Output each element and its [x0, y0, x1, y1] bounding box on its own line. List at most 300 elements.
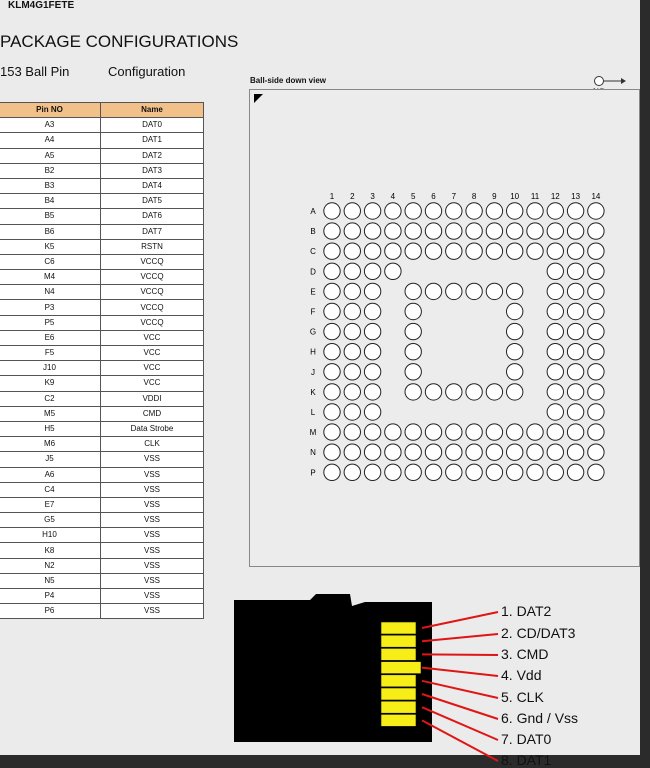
ball-F13 — [567, 303, 583, 319]
pin-name-cell: VCCQ — [101, 254, 204, 269]
ball-D1 — [324, 263, 340, 279]
microsd-pin-label: 7. DAT0 — [501, 731, 552, 747]
ball-L2 — [344, 404, 360, 420]
ball-A1 — [324, 203, 340, 219]
ball-P5 — [405, 464, 421, 480]
contact-pad — [381, 622, 416, 634]
pin-no-cell: P4 — [0, 589, 101, 604]
table-row — [0, 270, 204, 285]
ball-M4 — [385, 424, 401, 440]
table-row — [0, 285, 204, 300]
ball-C9 — [486, 243, 502, 259]
ball-view-label: Ball-side down view — [250, 76, 327, 85]
table-row — [0, 239, 204, 254]
ball-C2 — [344, 243, 360, 259]
ball-N9 — [486, 444, 502, 460]
contact-pad — [381, 714, 416, 726]
pin-name-cell: VCC — [101, 330, 204, 345]
column-label: 4 — [390, 192, 396, 201]
pin-name-cell: VSS — [101, 589, 204, 604]
pin-no-cell: H10 — [0, 528, 101, 543]
ball-M12 — [547, 424, 563, 440]
ball-H13 — [567, 344, 583, 360]
pin-no-header: Pin NO — [0, 103, 101, 118]
table-row — [0, 543, 204, 558]
ball-M7 — [446, 424, 462, 440]
ball-N12 — [547, 444, 563, 460]
ball-P10 — [507, 464, 523, 480]
ball-G13 — [567, 323, 583, 339]
ball-M3 — [364, 424, 380, 440]
ball-B8 — [466, 223, 482, 239]
pin-no-cell: P5 — [0, 315, 101, 330]
ball-N13 — [567, 444, 583, 460]
ball-L1 — [324, 404, 340, 420]
ball-P12 — [547, 464, 563, 480]
ball-M6 — [425, 424, 441, 440]
ball-B12 — [547, 223, 563, 239]
table-row — [0, 406, 204, 421]
ball-L14 — [588, 404, 604, 420]
table-row — [0, 573, 204, 588]
ball-F12 — [547, 303, 563, 319]
ball-H2 — [344, 344, 360, 360]
table-row — [0, 513, 204, 528]
pin-wire — [422, 707, 498, 740]
pin-name-cell: RSTN — [101, 239, 204, 254]
ball-N6 — [425, 444, 441, 460]
column-label: 6 — [431, 192, 436, 201]
pin-name-cell: VSS — [101, 604, 204, 619]
ball-A13 — [567, 203, 583, 219]
ball-P7 — [446, 464, 462, 480]
pin-name-cell: VDDI — [101, 391, 204, 406]
ball-N5 — [405, 444, 421, 460]
pin-no-cell: P3 — [0, 300, 101, 315]
column-label: 11 — [530, 192, 540, 201]
pin-no-cell: B4 — [0, 194, 101, 209]
ball-F2 — [344, 303, 360, 319]
arrow-right-icon — [621, 78, 626, 84]
name-header: Name — [101, 103, 204, 118]
ball-K12 — [547, 384, 563, 400]
row-label: K — [310, 387, 316, 397]
ball-E10 — [507, 283, 523, 299]
contact-pad — [381, 648, 416, 660]
contact-pad — [381, 675, 416, 687]
ball-B14 — [588, 223, 604, 239]
pin-no-cell: N5 — [0, 573, 101, 588]
ball-K5 — [405, 384, 421, 400]
pin-name-cell: Data Strobe — [101, 421, 204, 436]
microsd-pin-label: 4. Vdd — [501, 667, 542, 683]
ball-H12 — [547, 344, 563, 360]
row-label: M — [309, 428, 317, 438]
ball-A10 — [507, 203, 523, 219]
part-number: KLM4G1FETE — [8, 0, 75, 11]
pin-no-cell: J5 — [0, 452, 101, 467]
table-row — [0, 163, 204, 178]
ball-G3 — [364, 323, 380, 339]
column-label: 14 — [591, 192, 601, 201]
ball-E7 — [446, 283, 462, 299]
pin-table — [0, 102, 204, 619]
ball-P8 — [466, 464, 482, 480]
ball-N3 — [364, 444, 380, 460]
ball-J14 — [588, 364, 604, 380]
ball-N10 — [507, 444, 523, 460]
table-row — [0, 376, 204, 391]
ball-K8 — [466, 384, 482, 400]
ball-J10 — [507, 364, 523, 380]
ball-D13 — [567, 263, 583, 279]
ball-M10 — [507, 424, 523, 440]
ball-B3 — [364, 223, 380, 239]
ball-J13 — [567, 364, 583, 380]
pin-no-cell: A3 — [0, 118, 101, 133]
column-label: 10 — [510, 192, 520, 201]
ball-K14 — [588, 384, 604, 400]
table-row — [0, 361, 204, 376]
table-row — [0, 254, 204, 269]
pin-no-cell: A6 — [0, 467, 101, 482]
pin-no-cell: E7 — [0, 497, 101, 512]
pin-name-cell: DAT2 — [101, 148, 204, 163]
pin-no-cell: B2 — [0, 163, 101, 178]
ball-E2 — [344, 283, 360, 299]
pin-name-cell: DAT5 — [101, 194, 204, 209]
ball-H14 — [588, 344, 604, 360]
ball-P14 — [588, 464, 604, 480]
ball-P9 — [486, 464, 502, 480]
pin-name-cell: VCCQ — [101, 315, 204, 330]
ball-C14 — [588, 243, 604, 259]
ball-E13 — [567, 283, 583, 299]
ball-J3 — [364, 364, 380, 380]
pin-name-cell: VSS — [101, 513, 204, 528]
row-label: B — [310, 227, 316, 237]
pin-no-cell: J10 — [0, 361, 101, 376]
column-label: 2 — [350, 192, 355, 201]
pin-table-body — [0, 118, 204, 619]
configuration-label: Configuration — [108, 64, 186, 79]
microsd-pin-label: 1. DAT2 — [501, 603, 552, 619]
ball-N1 — [324, 444, 340, 460]
ball-D12 — [547, 263, 563, 279]
row-label: A — [310, 207, 316, 216]
pin-no-cell: P6 — [0, 604, 101, 619]
ball-C7 — [446, 243, 462, 259]
ball-C10 — [507, 243, 523, 259]
pin-name-cell: VSS — [101, 482, 204, 497]
ball-C1 — [324, 243, 340, 259]
pin-name-cell: VCCQ — [101, 300, 204, 315]
table-row — [0, 558, 204, 573]
pin-no-cell: K5 — [0, 239, 101, 254]
ball-M5 — [405, 424, 421, 440]
table-row — [0, 194, 204, 209]
ball-P3 — [364, 464, 380, 480]
ball-A2 — [344, 203, 360, 219]
pin-name-cell: DAT1 — [101, 133, 204, 148]
row-label: E — [310, 287, 316, 297]
ball-B1 — [324, 223, 340, 239]
pin-wire — [422, 720, 498, 761]
ball-M14 — [588, 424, 604, 440]
pin-name-cell: VSS — [101, 497, 204, 512]
pin-no-cell: N4 — [0, 285, 101, 300]
pin-no-cell: H5 — [0, 421, 101, 436]
microsd-pin-label: 5. CLK — [501, 689, 544, 705]
ball-H1 — [324, 344, 340, 360]
row-label: P — [310, 468, 316, 478]
ball-E1 — [324, 283, 340, 299]
ball-E14 — [588, 283, 604, 299]
ball-P11 — [527, 464, 543, 480]
ball-B2 — [344, 223, 360, 239]
ball-C12 — [547, 243, 563, 259]
ball-G14 — [588, 323, 604, 339]
pin-name-cell: VCC — [101, 376, 204, 391]
ball-N14 — [588, 444, 604, 460]
pin-no-cell: K8 — [0, 543, 101, 558]
ball-J1 — [324, 364, 340, 380]
pin-name-cell: CLK — [101, 437, 204, 452]
ball-B11 — [527, 223, 543, 239]
pin-wire — [422, 681, 498, 698]
pin-no-cell: B6 — [0, 224, 101, 239]
ball-E5 — [405, 283, 421, 299]
pin-name-cell: VSS — [101, 452, 204, 467]
pin-name-cell: CMD — [101, 406, 204, 421]
pin-no-cell: B3 — [0, 178, 101, 193]
microsd-pin-label: 8. DAT1 — [501, 752, 552, 768]
ball-N8 — [466, 444, 482, 460]
ball-B7 — [446, 223, 462, 239]
table-row — [0, 224, 204, 239]
pin-no-cell: C6 — [0, 254, 101, 269]
ball-C3 — [364, 243, 380, 259]
ball-K1 — [324, 384, 340, 400]
ball-N2 — [344, 444, 360, 460]
pin-wire — [422, 612, 498, 628]
column-label: 7 — [451, 192, 457, 201]
ball-F10 — [507, 303, 523, 319]
ball-B6 — [425, 223, 441, 239]
contact-pad — [381, 701, 416, 713]
row-label: H — [310, 347, 316, 357]
ball-pin-label: 153 Ball Pin — [0, 64, 70, 79]
ball-H5 — [405, 344, 421, 360]
row-label: G — [309, 327, 317, 337]
pin-wire — [422, 668, 498, 676]
ball-P6 — [425, 464, 441, 480]
table-row — [0, 300, 204, 315]
pin-name-cell: DAT7 — [101, 224, 204, 239]
row-label: C — [310, 247, 316, 257]
pin-name-cell: VCC — [101, 346, 204, 361]
table-row — [0, 437, 204, 452]
ball-E3 — [364, 283, 380, 299]
table-row — [0, 330, 204, 345]
table-row — [0, 148, 204, 163]
table-row — [0, 452, 204, 467]
ball-D14 — [588, 263, 604, 279]
ball-G1 — [324, 323, 340, 339]
table-row — [0, 315, 204, 330]
pin-no-cell: N2 — [0, 558, 101, 573]
ball-grid-diagram — [249, 89, 640, 567]
ball-P2 — [344, 464, 360, 480]
contact-pad — [381, 662, 421, 674]
pin-name-cell: VSS — [101, 467, 204, 482]
ball-K10 — [507, 384, 523, 400]
column-label: 12 — [550, 192, 560, 201]
pin-no-cell: M4 — [0, 270, 101, 285]
ball-F5 — [405, 303, 421, 319]
row-label: L — [310, 408, 316, 417]
ball-L13 — [567, 404, 583, 420]
microsd-card-diagram — [232, 592, 502, 762]
table-row — [0, 178, 204, 193]
ball-M9 — [486, 424, 502, 440]
ball-A11 — [527, 203, 543, 219]
nc-ball-icon — [595, 77, 604, 86]
page-title: PACKAGE CONFIGURATIONS — [0, 32, 239, 51]
ball-B13 — [567, 223, 583, 239]
ball-F14 — [588, 303, 604, 319]
table-row — [0, 467, 204, 482]
pin-no-cell: A4 — [0, 133, 101, 148]
table-row — [0, 391, 204, 406]
ball-B4 — [385, 223, 401, 239]
ball-D2 — [344, 263, 360, 279]
pin-no-cell: B5 — [0, 209, 101, 224]
pin-no-cell: A5 — [0, 148, 101, 163]
ball-K6 — [425, 384, 441, 400]
ball-M2 — [344, 424, 360, 440]
ball-P1 — [324, 464, 340, 480]
ball-M1 — [324, 424, 340, 440]
ball-P4 — [385, 464, 401, 480]
pin-no-cell: E6 — [0, 330, 101, 345]
pin-name-cell: VCCQ — [101, 285, 204, 300]
row-label: D — [310, 267, 316, 277]
ball-F3 — [364, 303, 380, 319]
ball-H3 — [364, 344, 380, 360]
ball-K9 — [486, 384, 502, 400]
table-row — [0, 604, 204, 619]
ball-G5 — [405, 323, 421, 339]
pin-name-cell: DAT0 — [101, 118, 204, 133]
microsd-pin-label: 3. CMD — [501, 646, 549, 662]
contact-pad — [381, 688, 416, 700]
ball-M13 — [567, 424, 583, 440]
pin-no-cell: F5 — [0, 346, 101, 361]
table-row — [0, 482, 204, 497]
pin-name-cell: DAT4 — [101, 178, 204, 193]
table-row — [0, 118, 204, 133]
pin-name-cell: VCC — [101, 361, 204, 376]
ball-L3 — [364, 404, 380, 420]
ball-C6 — [425, 243, 441, 259]
pin-no-cell: M6 — [0, 437, 101, 452]
column-label: 9 — [492, 192, 497, 201]
ball-L12 — [547, 404, 563, 420]
ball-A12 — [547, 203, 563, 219]
ball-C8 — [466, 243, 482, 259]
ball-B5 — [405, 223, 421, 239]
pin-name-cell: VSS — [101, 573, 204, 588]
table-row — [0, 528, 204, 543]
ball-E12 — [547, 283, 563, 299]
ball-C5 — [405, 243, 421, 259]
ball-M11 — [527, 424, 543, 440]
ball-C13 — [567, 243, 583, 259]
ball-E8 — [466, 283, 482, 299]
pin-name-cell: DAT6 — [101, 209, 204, 224]
ball-A4 — [385, 203, 401, 219]
column-label: 5 — [410, 192, 416, 201]
ball-F1 — [324, 303, 340, 319]
ball-C4 — [385, 243, 401, 259]
ball-P13 — [567, 464, 583, 480]
pin-wire — [422, 634, 498, 641]
row-label: N — [310, 448, 316, 458]
ball-A9 — [486, 203, 502, 219]
ball-E9 — [486, 283, 502, 299]
ball-H10 — [507, 344, 523, 360]
table-row — [0, 133, 204, 148]
ball-D4 — [385, 263, 401, 279]
pin-no-cell: C4 — [0, 482, 101, 497]
ball-C11 — [527, 243, 543, 259]
ball-B9 — [486, 223, 502, 239]
table-row — [0, 497, 204, 512]
ball-K2 — [344, 384, 360, 400]
pin-name-cell: VCCQ — [101, 270, 204, 285]
ball-N4 — [385, 444, 401, 460]
table-row — [0, 589, 204, 604]
microsd-pin-label: 2. CD/DAT3 — [501, 625, 576, 641]
pin-name-cell: DAT3 — [101, 163, 204, 178]
ball-E6 — [425, 283, 441, 299]
column-label: 1 — [329, 192, 335, 201]
ball-N11 — [527, 444, 543, 460]
pin-no-cell: M5 — [0, 406, 101, 421]
ball-K3 — [364, 384, 380, 400]
ball-K13 — [567, 384, 583, 400]
pin-no-cell: C2 — [0, 391, 101, 406]
ball-A6 — [425, 203, 441, 219]
table-row — [0, 421, 204, 436]
ball-A5 — [405, 203, 421, 219]
row-label: F — [310, 307, 316, 317]
pin-wire — [422, 654, 498, 655]
ball-J5 — [405, 364, 421, 380]
pin-name-cell: VSS — [101, 558, 204, 573]
row-label: J — [311, 367, 315, 377]
ball-N7 — [446, 444, 462, 460]
pin1-marker-icon — [254, 94, 263, 103]
table-row — [0, 346, 204, 361]
ball-G2 — [344, 323, 360, 339]
pin-name-cell: VSS — [101, 528, 204, 543]
column-label: 8 — [471, 192, 477, 201]
ball-K7 — [446, 384, 462, 400]
ball-G10 — [507, 323, 523, 339]
column-label: 3 — [370, 192, 375, 201]
